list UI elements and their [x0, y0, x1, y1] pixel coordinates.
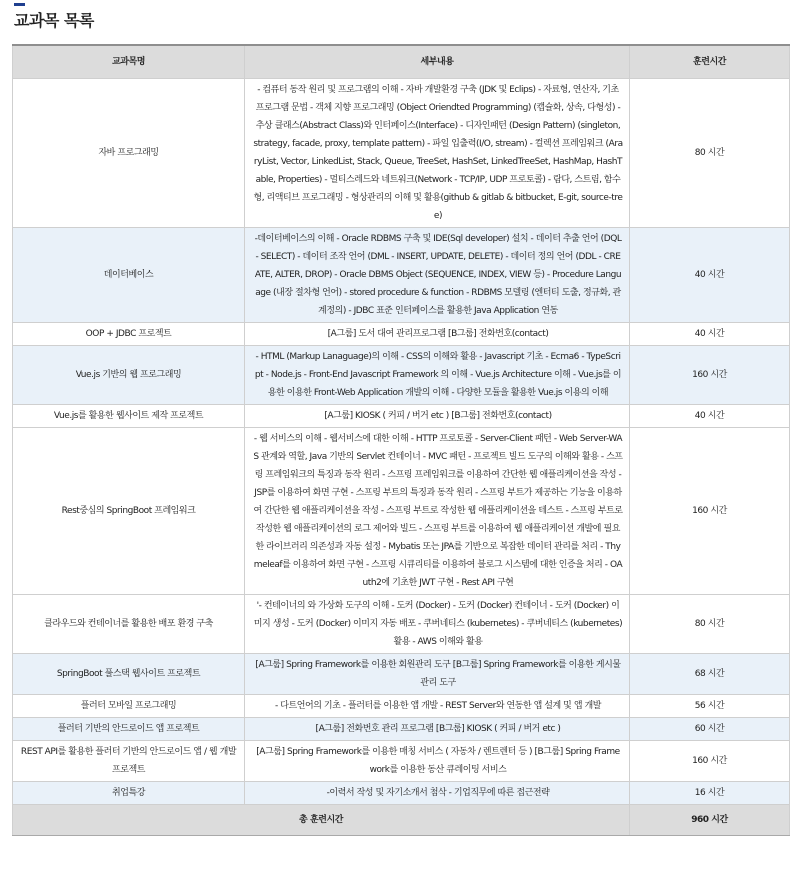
- table-row: [13, 227, 790, 322]
- total-hours: 960 시간: [630, 804, 790, 835]
- detail-cell: [A그룹] Spring Framework를 이용한 매칭 서비스 ( 자동차 / 렌트렌터 등 ) [B그룹] Spring Framework를 이용한 동산 큐레이팅 서비스: [245, 740, 630, 781]
- table-row: [13, 78, 790, 227]
- table-row: [13, 653, 790, 694]
- subject-cell: 플러터 기반의 안드로이드 앱 프로젝트: [13, 717, 245, 740]
- subject-cell: Vue.js 기반의 웹 프로그래밍: [13, 345, 245, 404]
- hours-cell: 40 시간: [630, 404, 790, 427]
- subject-cell: 자바 프로그래밍: [13, 78, 245, 227]
- header-detail: 세부내용: [245, 45, 630, 78]
- detail-cell: -데이터베이스의 이해 - Oracle RDBMS 구축 및 IDE(Sql developer) 설치 - 데이터 추출 언어 (DQL - SELECT) - 데이터 조작 언어 (DML - INSERT, UPDATE, DELETE) - 데이터 정의 언어 (DDL - CREATE, ALTER, DROP) - Oracle DBMS Object (SEQUENCE, INDEX, VIEW 등) - Procedure Language (내장 절차형 언어) - stored procedure & function - RDBMS 모델링 (엔터티 도출, 정규화, 관계정의) - JDBC 표준 인터페이스를 활용한 Java Application 연동: [245, 227, 630, 322]
- subject-cell: 플러터 모바일 프로그래밍: [13, 694, 245, 717]
- table-row: [13, 345, 790, 404]
- subject-cell: 취업특강: [13, 781, 245, 804]
- title-accent-bar: [14, 3, 25, 6]
- detail-cell: [A그룹] 전화번호 관리 프로그램 [B그룹] KIOSK ( 커피 / 버거 etc ): [245, 717, 630, 740]
- table-row: [13, 694, 790, 717]
- hours-cell: 160 시간: [630, 740, 790, 781]
- detail-cell: [A그룹] KIOSK ( 커피 / 버거 etc ) [B그룹] 전화번호(contact): [245, 404, 630, 427]
- total-row: [13, 804, 790, 835]
- table-row: [13, 740, 790, 781]
- table-row: [13, 404, 790, 427]
- subject-cell: OOP + JDBC 프로젝트: [13, 322, 245, 345]
- hours-cell: 40 시간: [630, 322, 790, 345]
- hours-cell: 16 시간: [630, 781, 790, 804]
- hours-cell: 80 시간: [630, 78, 790, 227]
- page-title: 교과목 목록: [14, 11, 94, 30]
- hours-cell: 80 시간: [630, 594, 790, 653]
- hours-cell: 60 시간: [630, 717, 790, 740]
- hours-cell: 56 시간: [630, 694, 790, 717]
- hours-cell: 160 시간: [630, 345, 790, 404]
- table-row: [13, 594, 790, 653]
- header-hours: 훈련시간: [630, 45, 790, 78]
- detail-cell: - 컴퓨터 동작 원리 및 프로그램의 이해 - 자바 개발환경 구축 (JDK 및 Eclips) - 자료형, 연산자, 기초 프로그램 문법 - 객체 지향 프로그래밍 (Object Oriendted Programming) (캡슐화, 상속, 다형성) - 추상 클래스(Abstract Class)와 인터페이스(Interface) - 디자인패턴 (Design Pattern) (singleton, strategy, facade, proxy, template pattern) - 파일 입출력(I/O, stream) - 컬렉션 프레임워크 (AraryList, Vector, LinkedList, Stack, Queue, TreeSet, HashSet, LinkedTreeSet, HashMap, HashTable, Properties) - 멀티스레드와 네트워크(Network - TCP/IP, UDP 프로토콜) - 람다, 스트림, 함수형, 리액티브 프로그래밍 - 형상관리의 이해 및 활용(github & gitlab & bitbucket, E-git, source-tree): [245, 78, 630, 227]
- total-label: 총 훈련시간: [13, 804, 630, 835]
- hours-cell: 68 시간: [630, 653, 790, 694]
- hours-cell: 40 시간: [630, 227, 790, 322]
- subject-cell: 데이터베이스: [13, 227, 245, 322]
- detail-cell: - 다트언어의 기초 - 플러터를 이용한 앱 개발 - REST Server와 연동한 앱 설계 및 앱 개발: [245, 694, 630, 717]
- subject-cell: REST API를 활용한 플러터 기반의 안드로이드 앱 / 웹 개발 프로젝트: [13, 740, 245, 781]
- table-header-row: [13, 45, 790, 78]
- detail-cell: - HTML (Markup Lanaguage)의 이해 - CSS의 이해와 활용 - Javascript 기초 - Ecma6 - TypeScript - Node.js - Front-End Javascript Framework 의 이해 - Vue.js Architecture 이해 - Vue.js를 이용한 이용한 Front-Web Application 개발의 이해 - 다양한 모듈을 활용한 Vue.js 이용의 이해: [245, 345, 630, 404]
- curriculum-table: [12, 44, 790, 836]
- subject-cell: Vue.js를 활용한 웹사이트 제작 프로젝트: [13, 404, 245, 427]
- table-row: [13, 717, 790, 740]
- subject-cell: SpringBoot 풀스택 웹사이트 프로젝트: [13, 653, 245, 694]
- header-subject: 교과목명: [13, 45, 245, 78]
- detail-cell: - 웹 서비스의 이해 - 웹서비스에 대한 이해 - HTTP 프로토콜 - Server-Client 패턴 - Web Server-WAS 관계와 역할, Java 기반의 Servlet 컨테이너 - MVC 패턴 - 프로젝트 빌드 도구의 이해와 활용 - 스프링 프레임워크의 특징과 동작 원리 - 스프링 프레임워크를 이용하여 간단한 웹 애플리케이션을 작성 - JSP를 이용하여 화면 구현 - 스프링 부트의 특징과 동작 원리 - 스프링 부트가 제공하는 기능을 이용하여 간단한 웹 애플리케이션을 작성 - 스프링 부트로 작성한 웹 애플리케이션을 테스트 - 스프링 부트로 작성한 웹 애플리케이션의 로그 제어와 빌드 - 스프링 부트를 이용하여 웹 애플리케이션 개발에 필요한 라이브러리 의존성과 자동 설정 - Mybatis 또는 JPA를 기반으로 복잡한 데이터 관리를 처리 - Thymeleaf를 이용하여 화면 구현 - 스프링 시큐리티를 이용하여 블로그 시스템에 대한 인증을 처리 - OAuth2에 기초한 JWT 구현 - Rest API 구현: [245, 427, 630, 594]
- table-row: [13, 427, 790, 594]
- detail-cell: [A그룹] Spring Framework를 이용한 회원관리 도구 [B그룹] Spring Framework를 이용한 게시물 관리 도구: [245, 653, 630, 694]
- subject-cell: 클라우드와 컨테이너를 활용한 배포 환경 구축: [13, 594, 245, 653]
- table-row: [13, 781, 790, 804]
- detail-cell: '- 컨테이너의 와 가상화 도구의 이해 - 도커 (Docker) - 도커 (Docker) 컨테이너 - 도커 (Docker) 이미지 생성 - 도커 (Docker) 이미지 자동 배포 - 쿠버네티스 (kubernetes) - 쿠버네티스 (kubernetes) 활용 - AWS 이해와 활용: [245, 594, 630, 653]
- detail-cell: [A그룹] 도서 대여 관리프로그램 [B그룹] 전화번호(contact): [245, 322, 630, 345]
- subject-cell: Rest중심의 SpringBoot 프레임워크: [13, 427, 245, 594]
- hours-cell: 160 시간: [630, 427, 790, 594]
- table-row: [13, 322, 790, 345]
- detail-cell: -이력서 작성 및 자기소개서 첨삭 - 기업직무에 따른 접근전략: [245, 781, 630, 804]
- table-body: [13, 78, 790, 835]
